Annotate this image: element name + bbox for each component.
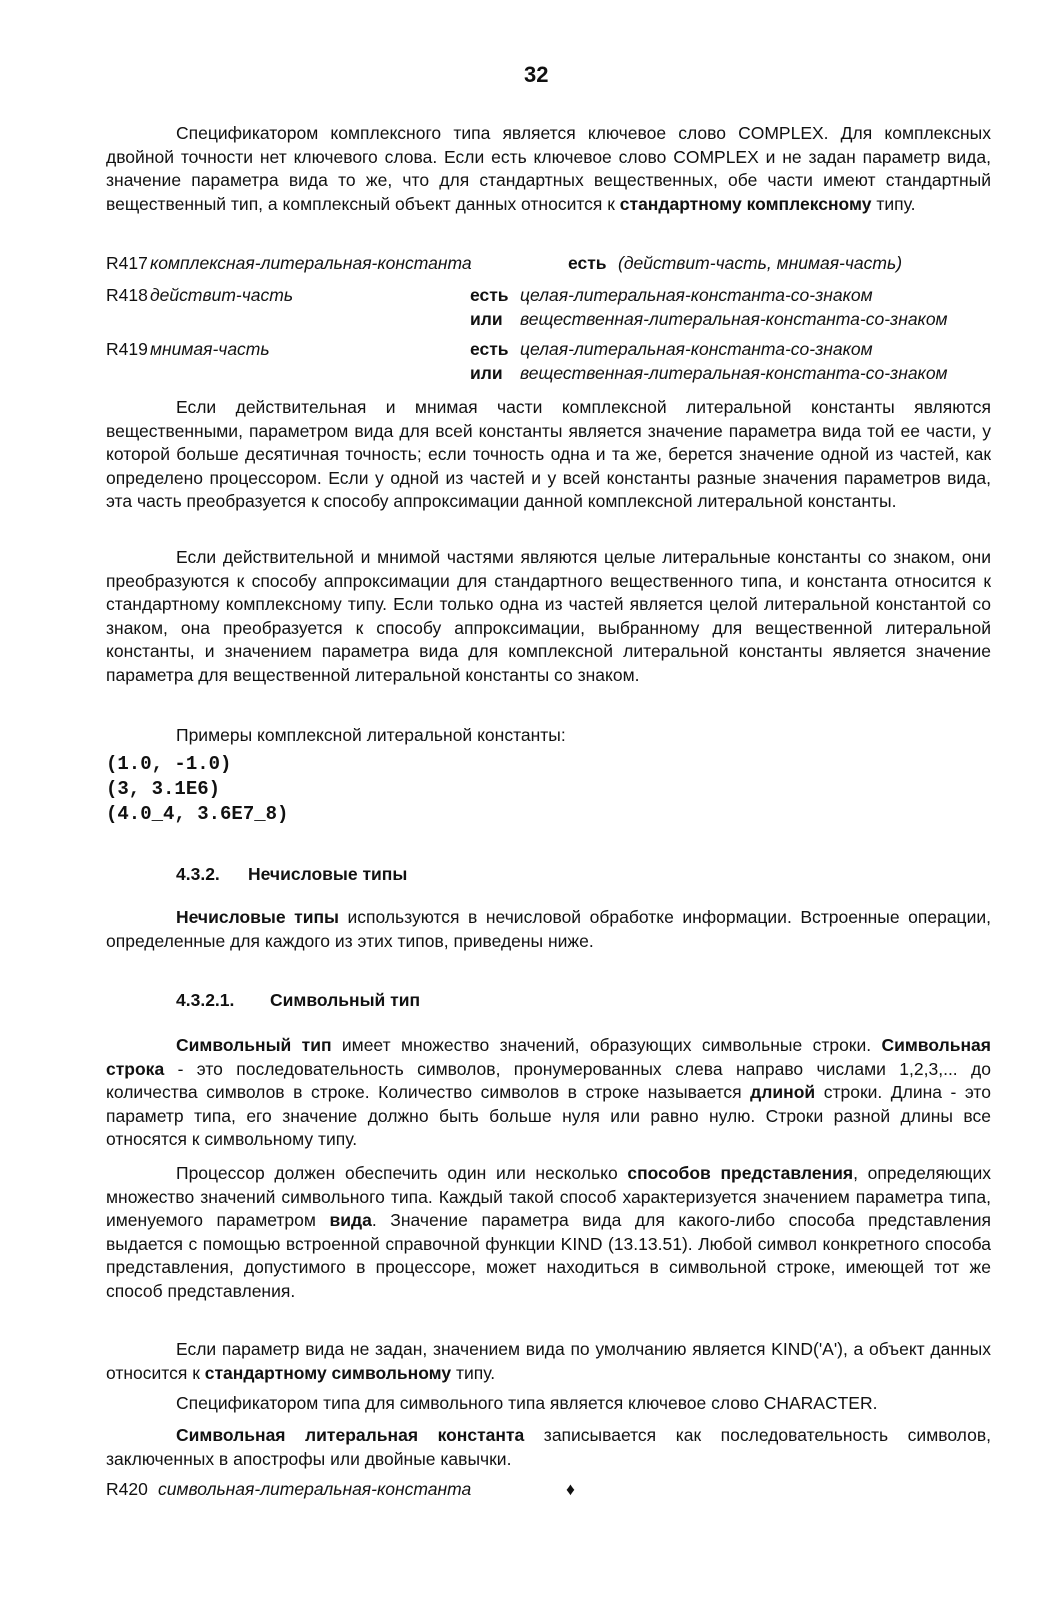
rule-right: вещественная-литеральная-константа-со-знаком <box>520 309 948 329</box>
text-span: . Значение параметра вида для какого-либо способа представления выдается с помощью встроенной справочной функции KIND (13.13.51). Любой символ конкретного способа представления, допустимого в процессоре, может находиться в символьной строке, имеющей тот же способ представления. <box>106 1210 991 1301</box>
text-span: Процессор должен обеспечить один или несколько <box>176 1163 628 1183</box>
paragraph-examples-intro: Примеры комплексной литеральной константы: <box>176 725 566 745</box>
paragraph-default-kind <box>106 1338 991 1385</box>
rule-right: вещественная-литеральная-константа-со-знаком <box>520 363 948 383</box>
text-span: используются в нечисловой обработке информации. Встроенные операции, определенные для каждого из этих типов, приведены ниже. <box>106 907 991 951</box>
bold-term: стандартному символьному <box>204 1362 452 1383</box>
rule-id: R419 <box>106 339 148 359</box>
rule-left: действит-часть <box>150 285 294 305</box>
diamond-icon: ♦ <box>566 1479 575 1499</box>
code-example-1: (1.0, -1.0) <box>106 753 232 775</box>
rule-right: целая-литеральная-константа-со-знаком <box>520 285 873 305</box>
text-span: , определяющих множество значений символьного типа. Каждый такой способ характеризуется значением параметра типа, именуемого параметром <box>106 1163 991 1230</box>
section-heading-title: Нечисловые типы <box>248 864 408 884</box>
rule-keyword: есть <box>470 339 509 359</box>
section-heading-number: 4.3.2. <box>176 864 220 884</box>
text-span: Если параметр вида не задан, значением вида по умолчанию является KIND('A'), а объект данных относится к <box>106 1339 991 1383</box>
text-span: типу. <box>451 1362 496 1383</box>
text-span: Спецификатором комплексного типа является ключевое слово COMPLEX. Для комплексных двойной точности нет ключевого слова. Если есть ключевое слово COMPLEX и не задан параметр вида, значение параметра вида то же, что для стандартных вещественных, обе части имеют стандартный вещественный тип, а комплексный объект данных относится к <box>106 123 991 214</box>
bold-term: Символьная строка <box>106 1035 991 1079</box>
rule-id: R418 <box>106 285 148 305</box>
paragraph-char-literal <box>106 1424 991 1471</box>
code-example-3: (4.0_4, 3.6E7_8) <box>106 803 289 825</box>
paragraph-character-specifier: Спецификатором типа для символьного типа является ключевое слово CHARACTER. <box>176 1393 878 1413</box>
bold-term: способов представления <box>627 1163 854 1183</box>
text-span: записывается как последовательность символов, заключенных в апострофы или двойные кавычки. <box>106 1425 991 1469</box>
rule-right: (действит-часть, мнимая-часть) <box>618 253 903 273</box>
paragraph-integer-parts: Если действительной и мнимой частями являются целые литеральные константы со знаком, они преобразуются к способу аппроксимации для стандартного вещественного типа, и константа относится к стандартному комплексному типу. Если только одна из частей является целой литеральной константой со знаком, она преобразуется к способу аппроксимации, выбранному для вещественной литеральной константы, и значением параметра вида для комплексной литеральной константы является значение параметра для вещественной литеральной константы со знаком. <box>106 547 991 685</box>
bold-term: Символьный тип <box>176 1035 332 1055</box>
subsection-heading-title: Символьный тип <box>270 990 421 1010</box>
bold-term: вида <box>329 1210 372 1230</box>
rule-id: R420 <box>106 1479 148 1499</box>
rule-keyword: есть <box>470 285 509 305</box>
bold-term: стандартному комплексному <box>619 193 872 214</box>
text-span: типу. <box>871 193 916 214</box>
rule-keyword: есть <box>568 253 607 273</box>
bold-term: Символьная литеральная константа <box>176 1425 525 1445</box>
paragraph-representation <box>106 1162 991 1303</box>
rule-right: целая-литеральная-константа-со-знаком <box>520 339 873 359</box>
bold-term: Нечисловые типы <box>176 907 339 927</box>
paragraph-character-type <box>106 1034 991 1152</box>
code-example-2: (3, 3.1E6) <box>106 778 221 800</box>
text-span: имеет множество значений, образующих символьные строки. <box>331 1035 882 1055</box>
bold-term: длиной <box>750 1082 816 1102</box>
rule-keyword: или <box>470 363 503 383</box>
rule-id: R417 <box>106 253 148 273</box>
rule-left: мнимая-часть <box>150 339 270 359</box>
text-span: - это последовательность символов, пронумерованных слева направо числами 1,2,3,... до количества символов в строке. Количество символов в строке называется <box>106 1058 991 1102</box>
paragraph-complex-specifier <box>106 122 991 216</box>
rule-left: символьная-литеральная-константа <box>158 1479 472 1499</box>
rule-left: комплексная-литеральная-константа <box>150 253 472 273</box>
page-number: 32 <box>524 62 549 87</box>
paragraph-nonnumeric <box>106 906 991 953</box>
paragraph-real-parts: Если действительная и мнимая части комплексной литеральной константы являются вещественными, параметром вида для всей константы является значение параметра вида той ее части, у которой больше десятичная точность; если точность одна и та же, берется значение одной из частей, как определено процессором. Если у одной из частей и у всей константы разные значения параметров вида, эта часть преобразуется к способу аппроксимации данной комплексной литеральной константы. <box>106 397 991 511</box>
subsection-heading-number: 4.3.2.1. <box>176 990 235 1010</box>
rule-keyword: или <box>470 309 503 329</box>
text-span: строки. Длина - это параметр типа, его значение должно быть больше нуля или равно нулю. Строки разной длины все относятся к символьному типу. <box>106 1082 991 1149</box>
